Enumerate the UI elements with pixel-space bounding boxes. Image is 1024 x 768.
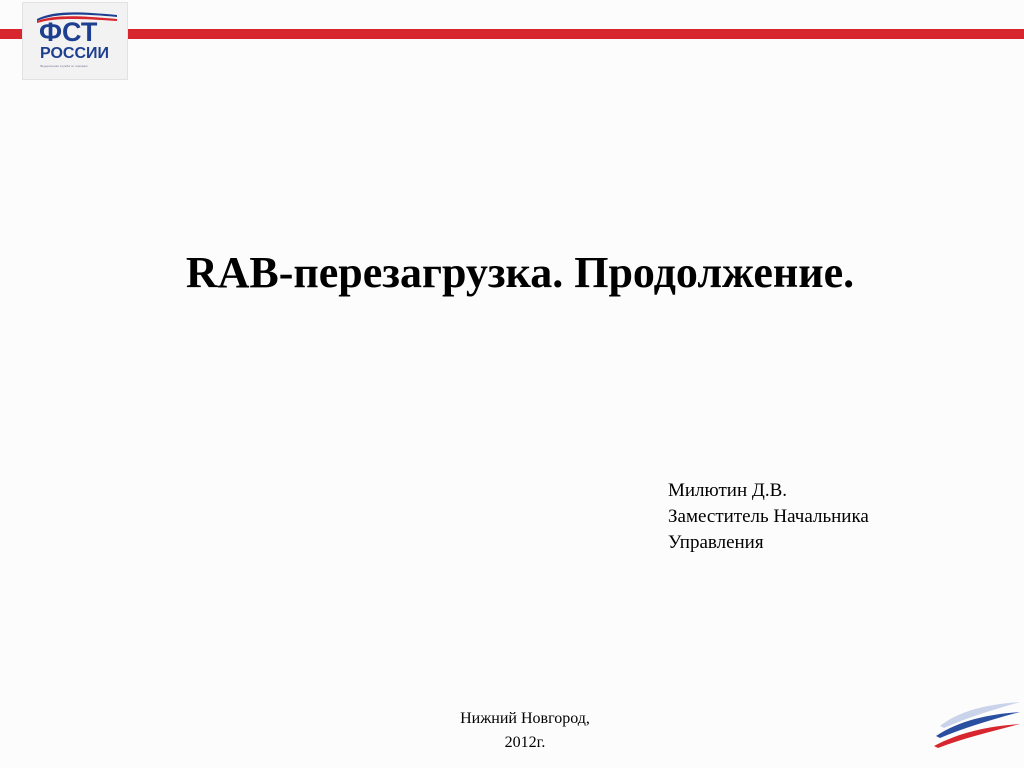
footer-block (425, 707, 625, 755)
author-position-line1: Заместитель Начальника (668, 506, 869, 527)
footer-city: Нижний Новгород, (460, 710, 590, 727)
author-position-line2: Управления (668, 532, 764, 553)
slide-title: RAB-перезагрузка. Продолжение. (185, 248, 855, 297)
flag-swoosh-icon (930, 696, 1022, 752)
logo-tagline: Федеральная служба по тарифам (40, 64, 88, 68)
footer-year: 2012г. (504, 734, 546, 751)
logo-main-text: ФСТ (39, 17, 98, 47)
logo-sub-text: РОССИИ (40, 45, 110, 62)
author-name: Милютин Д.В. (668, 480, 788, 501)
fst-russia-logo (22, 2, 128, 80)
author-block (668, 478, 869, 556)
header-red-stripe (0, 29, 1024, 39)
